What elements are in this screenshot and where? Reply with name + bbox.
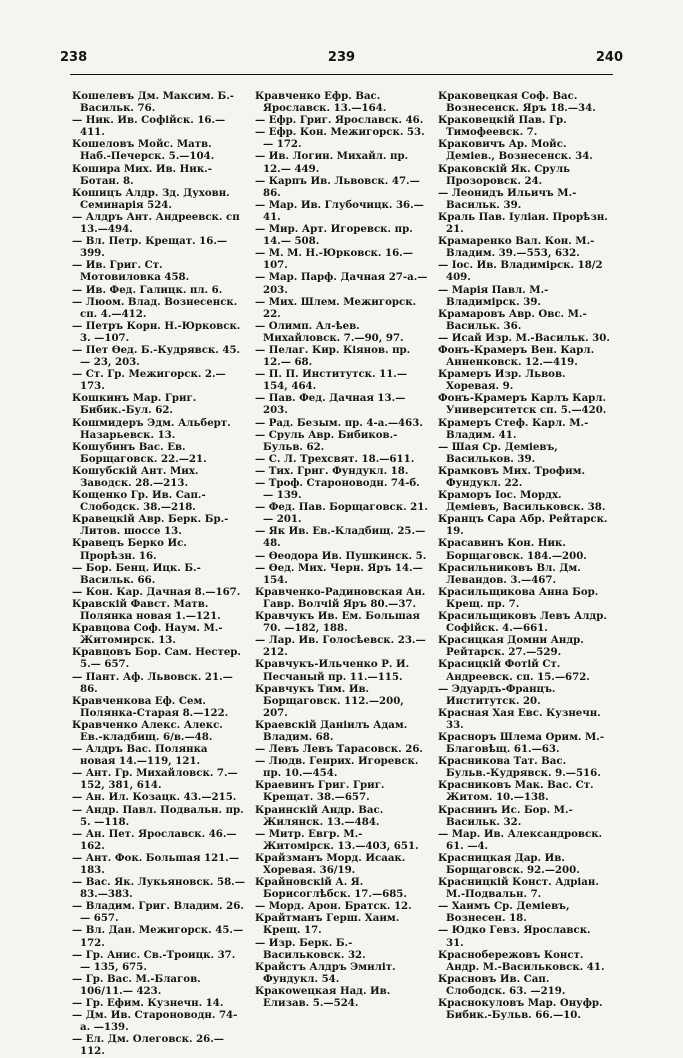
directory-entry: — Морд. Арон. Братск. 12. — [255, 900, 412, 913]
page-number-center: 239 — [327, 50, 356, 65]
column-3 — [438, 90, 611, 1022]
directory-entry: Красильщиковъ Левъ Алдр. Софійск. 4.—661. — [438, 610, 607, 635]
directory-entry: — Хаимъ Ср. Деміевъ, Вознесен. 18. — [438, 900, 570, 925]
directory-entry: — Ст. Гр. Межигорск. 2.—173. — [72, 368, 226, 393]
directory-entry: — Эдуардъ-Францъ. Институтск. 20. — [438, 682, 556, 707]
directory-entry: — Ив. Фед. Галицк. пл. 6. — [72, 283, 223, 296]
directory-entry: Крамеръ Стеф. Карл. М.-Владим. 41. — [438, 416, 589, 441]
page-number-right: 240 — [595, 50, 623, 65]
directory-entry: — Изр. Берк. Б.-Васильковск. 32. — [255, 936, 366, 961]
directory-entry: — С. Л. Трехсвят. 18.—611. — [255, 452, 415, 465]
directory-entry: — Ив. Григ. Ст. Мотовиловка 458. — [72, 259, 190, 284]
directory-entry: Кравченко Ефр. Вас. Ярославск. 13.—164. — [255, 90, 387, 115]
directory-entry: — Пав. Фед. Дачная 13.—203. — [255, 392, 406, 417]
directory-entry: Красицкая Домни Андр. Рейтарск. 27.—529. — [438, 634, 584, 659]
directory-entry: — Левъ Левъ Тарасовск. 26. — [255, 743, 423, 756]
directory-entry: — Гр. Ефим. Кузнечн. 14. — [72, 997, 224, 1010]
directory-entry: — Дм. Ив. Староноводн. 74-а. —139. — [72, 1009, 238, 1034]
directory-entry: Кравчукъ Ив. Ем. Большая 70. —182, 188. — [255, 610, 420, 635]
directory-entry: Крамаровъ Авр. Овс. М.-Васильк. 36. — [438, 307, 587, 332]
directory-entry: — Гр. Вас. М.-Благов. 106/11.— 423. — [72, 972, 201, 997]
directory-entry: — Пелаг. Кир. Кіянов. пр. 12.— 68. — [255, 343, 411, 369]
directory-entry: — Өед. Мих. Черн. Яръ 14.— 154. — [255, 561, 423, 586]
directory-entry: — Мар. Ив. Глубочицк. 36.— 41. — [255, 198, 424, 223]
directory-entry: Красицкій Фотій Ст. Андреевск. сп. 15.—672. — [438, 658, 590, 683]
directory-entry: — Олимп. Ал-ѣев. Михайловск. 7.—90, 97. — [255, 319, 404, 344]
directory-entry: Кошубскій Ант. Мих. Заводск. 28.—213. — [72, 464, 199, 489]
directory-entry: — Іос. Ив. Владимірск. 18/2 409. — [438, 259, 603, 284]
directory-entry: Крамеръ Изр. Львов. Хоревая. 9. — [438, 368, 566, 393]
directory-entry: — Мар. Парф. Дачная 27-а.— 203. — [255, 271, 428, 296]
directory-entry: Кравченко Алекс. Алекс. Ев.-кладбищ. 6/в.—48. — [72, 718, 223, 743]
directory-entry: Кравцова Соф. Наум. М.-Житомирск. 13. — [72, 622, 223, 647]
directory-entry: Кравскій Фавст. Матв. Полянка новая 1.—121. — [72, 597, 221, 623]
directory-entry: — Сруль Авр. Бибиков.-Бульв. 62. — [255, 428, 398, 453]
column-1 — [72, 90, 245, 1058]
directory-entry: Фонъ-Крамеръ Карлъ Карл. Университетск сп. 5.—420. — [438, 392, 607, 417]
directory-entry: Кошубинъ Вас. Ев. Борщаговск. 22.—21. — [72, 440, 207, 465]
directory-entry: — Мих. Шлем. Межигорск. 22. — [255, 295, 417, 320]
directory-entry: Краевскій Даніилъ Адам. Владим. 68. — [255, 718, 408, 743]
directory-entry: — Митр. Евгр. М.-Житомірск. 13.—403, 651. — [255, 827, 419, 852]
directory-entry: — Өеодора Ив. Пушкинск. 5. — [255, 549, 427, 562]
directory-entry: Красноръ Шлема Орим. М.-Благовѣщ. 61.—63. — [438, 730, 605, 756]
directory-entry: — Ан. Пет. Ярославск. 46.— 162. — [72, 827, 237, 852]
directory-entry: Кошеловъ Мойс. Матв. Наб.-Печерск. 5.—104. — [72, 138, 215, 163]
directory-entry: — Пет Өед. Б.-Кудрявск. 45.— 23, 203. — [72, 343, 241, 369]
directory-entry: — Як Ив. Ев.-Кладбищ. 25.— 48. — [255, 525, 426, 550]
directory-entry: — Ан. Ил. Козацк. 43.—215. — [72, 791, 237, 804]
header-rule — [70, 74, 613, 75]
directory-entry: Кошмидеръ Эдм. Альберт. Назарьевск. 13. — [72, 416, 231, 441]
directory-entry: — Леонидъ Ильичъ М.-Васильк. 39. — [438, 186, 577, 211]
directory-entry: Кравцовъ Бор. Сам. Нестер. 5.— 657. — [72, 646, 241, 671]
directory-entry: Краморъ Іос. Мордх. Деміевъ, Васильковск. 38. — [438, 489, 606, 514]
directory-entry: Кощенко Гр. Ив. Сап.-Слободск. 38.—218. — [72, 489, 206, 514]
directory-entry: Краль Пав. Іуліан. Прорѣзн. 21. — [438, 210, 608, 236]
directory-entry: Красновъ Ив. Сап. Слободск. 63. —219. — [438, 972, 566, 997]
directory-entry: — Владим. Григ. Владим. 26.— 657. — [72, 900, 244, 925]
directory-entry: Кошкинъ Мар. Григ. Бибик.-Бул. 62. — [72, 392, 197, 417]
directory-entry: — Вас. Як. Лукьяновск. 58.— 83.—383. — [72, 876, 245, 901]
directory-entry: Кравчукъ Тим. Ив. Борщаговск. 112.—200, 207. — [255, 682, 404, 719]
directory-entry: — П. П. Институтск. 11.—154, 464. — [255, 368, 408, 393]
directory-entry: Крайстъ Алдръ Эмиліт. Фундукл. 54. — [255, 960, 396, 985]
directory-entry: — Люом. Влад. Вознесенск. сп. 4.—412. — [72, 295, 238, 320]
directory-entry: Краснобережовъ Конст. Андр. М.-Васильковск. 41. — [438, 948, 605, 973]
directory-entry: Кошицъ Алдр. Зд. Духовн. Семинарія 524. — [72, 186, 230, 211]
directory-entry: — Пант. Аф. Львовск. 21.—86. — [72, 670, 233, 695]
directory-entry: Красильщикова Анна Бор. Крещ. пр. 7. — [438, 585, 599, 610]
directory-entry: Крайзманъ Морд. Исаак. Хоревая. 36/19. — [255, 851, 406, 876]
directory-entry: — Ант. Гр. Михайловск. 7.— 152, 381, 614. — [72, 767, 238, 792]
directory-entry: Краевинъ Григ. Григ. Крещат. 38.—657. — [255, 779, 385, 804]
directory-entry: — Людв. Генрих. Игоревск. пр. 10.—454. — [255, 755, 419, 780]
directory-entry: Крайтманъ Герш. Хаим. Крещ. 17. — [255, 912, 400, 937]
directory-entry: Краковичъ Ар. Мойс. Деміев., Вознесенск. 34. — [438, 138, 593, 163]
directory-entry: Кранцъ Сара Абр. Рейтарск. 19. — [438, 513, 608, 538]
directory-entry: — Андр. Павл. Подвальн. пр. 5. —118. — [72, 803, 244, 828]
directory-entry: Кравчукъ-Ильченко Р. И. Песчаный пр. 11.—115. — [255, 658, 410, 683]
column-2 — [255, 90, 428, 1010]
directory-entry: — М. М. Н.-Юрковск. 16.—107. — [255, 247, 413, 272]
directory-entry: — Кон. Кар. Дачная 8.—167. — [72, 585, 241, 598]
directory-entry: — Петръ Корн. Н.-Юрковск. 3. —107. — [72, 319, 241, 344]
directory-entry: Крамковъ Мих. Трофим. Фундукл. 22. — [438, 464, 586, 489]
directory-entry: Кравецкій Авр. Берк. Бр.-Литов. шоссе 13. — [72, 513, 229, 538]
directory-entry: Кравченко-Радиновская Ан. Гавр. Волчій Яръ 80.—37. — [255, 585, 426, 610]
directory-entry: — Марія Павл. М.-Владимірск. 39. — [438, 283, 549, 308]
page-header — [60, 50, 623, 70]
directory-entry: — Ник. Ив. Софійск. 16.—411. — [72, 114, 226, 139]
directory-entry: Краковецкій Пав. Гр. Тимофеевск. 7. — [438, 114, 567, 139]
directory-entry: — Карпъ Ив. Львовск. 47.— 86. — [255, 174, 420, 199]
directory-entry: — Мар. Ив. Александровск. 61. —4. — [438, 827, 603, 852]
directory-entry: — Гр. Анис. Св.-Троицк. 37.— 135, 675. — [72, 948, 236, 973]
directory-entry: Красницкая Дар. Ив. Борщаговск. 92.—200. — [438, 851, 580, 876]
directory-entry: — Ефр. Кон. Межигорск. 53.— 172. — [255, 126, 425, 151]
directory-entry: — Троф. Староноводн. 74-б.— 139. — [255, 477, 420, 502]
directory-entry: Красникова Тат. Вас. Бульв.-Кудрявск. 9.—516. — [438, 755, 601, 780]
directory-entry: Краковецкая Соф. Вас. Вознесенск. Яръ 18.—34. — [438, 90, 596, 115]
directory-entry: Краинскій Андр. Вас. Жилянск. 13.—484. — [255, 803, 384, 828]
directory-entry: — Шая Ср. Деміевъ, Васильков. 39. — [438, 440, 558, 465]
directory-entry: Красницкій Конст. Адріан. М.-Подвальн. 7. — [438, 876, 599, 901]
directory-entry: Кошелевъ Дм. Максим. Б.-Васильк. 76. — [72, 90, 235, 115]
directory-entry: — Рад. Безым. пр. 4-а.—463. — [255, 416, 423, 429]
directory-entry: Кошира Мих. Ив. Ник.-Ботан. 8. — [72, 162, 212, 187]
directory-entry: Крамаренко Вал. Кон. М.-Владим. 39.—553, 632. — [438, 235, 595, 260]
directory-entry: Кравченкова Еф. Сем. Полянка-Старая 8.—122. — [72, 694, 229, 719]
directory-entry: Красная Хая Евс. Кузнечн. 33. — [438, 706, 601, 731]
directory-entry: — Лар. Ив. Голосѣевск. 23.— 212. — [255, 634, 426, 659]
directory-entry: — Ефр. Григ. Ярославск. 46. — [255, 114, 424, 127]
directory-entry: — Юдко Гевз. Ярославск. 31. — [438, 924, 591, 949]
columns-container — [72, 90, 611, 1058]
directory-entry: Кракowецкая Над. Ив. Елизав. 5.—524. — [255, 984, 391, 1010]
directory-entry: — Вл. Дан. Межигорск. 45.— 172. — [72, 924, 244, 949]
directory-entry: — Мир. Арт. Игоревск. пр. 14.— 508. — [255, 223, 413, 248]
directory-entry: — Вл. Петр. Крещат. 16.—399. — [72, 235, 228, 260]
page-number-left: 238 — [60, 50, 88, 65]
directory-entry: — Алдръ Вас. Полянка новая 14.—119, 121. — [72, 743, 208, 768]
directory-entry: Крайновскій А. Я. Борисоглѣбск. 17.—685. — [255, 876, 407, 901]
directory-entry: — Бор. Бенц. Ицк. Б.-Васильк. 66. — [72, 561, 201, 586]
directory-entry: — Тих. Григ. Фундукл. 18. — [255, 464, 409, 477]
directory-entry: Красильниковъ Вл. Дм. Левандов. 3.—467. — [438, 561, 581, 586]
directory-entry: — Алдръ Ант. Андреевск. сп 13.—494. — [72, 210, 240, 236]
directory-entry: Краковскій Як. Сруль Прозоровск. 24. — [438, 162, 571, 187]
directory-entry: Красавинъ Кон. Ник. Борщаговск. 184.—200. — [438, 537, 587, 562]
directory-entry: — Ант. Фок. Большая 121.— 183. — [72, 851, 240, 876]
directory-entry: — Ив. Логин. Михайл. пр. 12.— 449. — [255, 150, 409, 175]
directory-entry: Кравецъ Берко Ис. Прорѣзн. 16. — [72, 537, 187, 562]
directory-entry: — Фед. Пав. Борщаговск. 21.— 201. — [255, 501, 428, 526]
directory-entry: Фонъ-Крамеръ Вен. Карл. Анненковск. 12.—419. — [438, 343, 595, 369]
directory-entry: Красниковъ Мак. Вас. Ст. Житом. 10.—138. — [438, 779, 594, 804]
directory-entry: — Ел. Дм. Олеговск. 26.—112. — [72, 1033, 224, 1058]
directory-entry: Краснокуловъ Мар. Онуфр. Бибик.-Бульв. 66.—10. — [438, 997, 603, 1022]
directory-entry: Краснинъ Ис. Бор. М.-Васильк. 32. — [438, 803, 573, 828]
directory-entry: — Исай Изр. М.-Васильк. 30. — [438, 331, 610, 344]
